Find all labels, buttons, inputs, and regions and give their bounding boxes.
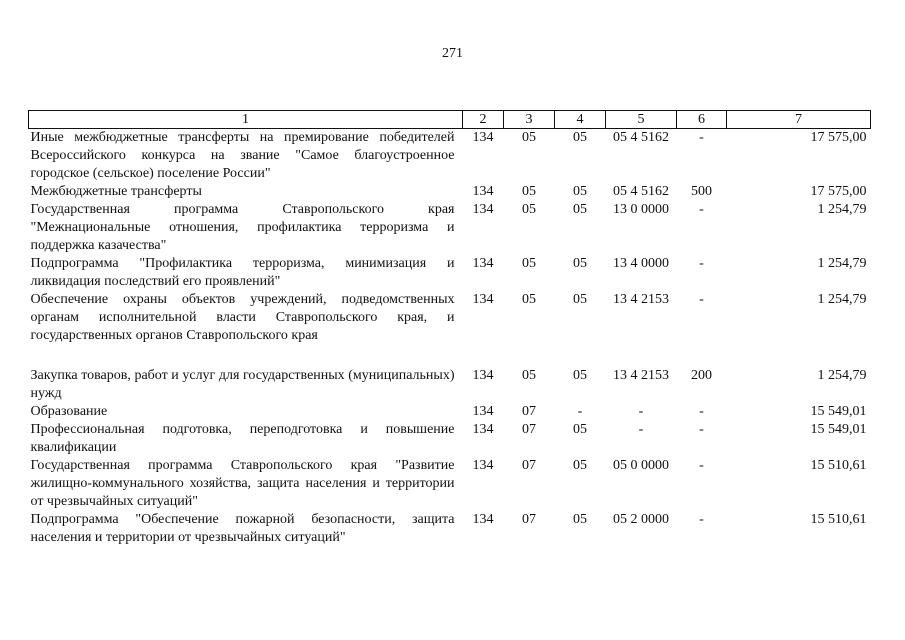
target-article-code: 13 4 2153 [613, 292, 669, 307]
column-number-header [29, 111, 871, 129]
subsection-code: 05 [573, 202, 587, 217]
section-code: 07 [522, 458, 536, 473]
ministry-code: 134 [472, 368, 494, 383]
expense-type-code: - [699, 422, 704, 437]
target-article-code: - [638, 404, 644, 419]
subsection-code: 05 [573, 292, 587, 307]
target-article-code: 05 4 5162 [613, 130, 669, 145]
column-header: 2 [463, 111, 504, 129]
amount: 1 254,79 [817, 202, 867, 217]
amount: 15 549,01 [810, 422, 867, 437]
expense-type-code: - [699, 130, 704, 145]
expense-name: Подпрограмма "Профилактика терроризма, минимизация и ликвидация последствий его проявлений" [30, 256, 455, 289]
expense-name: Иные межбюджетные трансферты на премирование победителей Всероссийского конкурса на звание "Самое благоустроенное городское (сельское) поселение России" [30, 130, 455, 181]
column-header: 3 [504, 111, 555, 129]
subsection-code: 05 [573, 256, 587, 271]
target-article-code: 13 4 2153 [613, 368, 669, 383]
section-code: 05 [522, 202, 536, 217]
section-code: 07 [522, 422, 536, 437]
ministry-code: 134 [472, 184, 494, 199]
budget-table-container [28, 110, 870, 547]
subsection-code: 05 [573, 130, 587, 145]
amount: 15 510,61 [810, 512, 867, 527]
column-header: 4 [555, 111, 606, 129]
section-code: 07 [522, 512, 536, 527]
section-code: 05 [522, 256, 536, 271]
ministry-code: 134 [472, 202, 494, 217]
expense-name: Подпрограмма "Обеспечение пожарной безопасности, защита населения и территории от чрезвычайных ситуаций" [30, 512, 455, 545]
expense-type-code: - [699, 458, 704, 473]
column-header: 5 [606, 111, 677, 129]
budget-table [28, 110, 871, 547]
ministry-code: 134 [472, 512, 494, 527]
expense-type-code: - [699, 202, 704, 217]
amount: 15 549,01 [810, 404, 867, 419]
expense-name: Профессиональная подготовка, переподготовка и повышение квалификации [30, 422, 455, 455]
subsection-code: 05 [573, 368, 587, 383]
section-code: 05 [522, 368, 536, 383]
amount: 1 254,79 [817, 368, 867, 383]
column-header: 6 [677, 111, 727, 129]
column-header: 7 [727, 111, 871, 129]
ministry-code: 134 [472, 256, 494, 271]
expense-name: Межбюджетные трансферты [30, 184, 202, 199]
ministry-code: 134 [472, 458, 494, 473]
subsection-code: 05 [573, 422, 587, 437]
section-code: 07 [522, 404, 536, 419]
table-row [29, 255, 871, 291]
ministry-code: 134 [472, 292, 494, 307]
table-row [29, 129, 871, 184]
target-article-code: 05 4 5162 [613, 184, 669, 199]
page-number: 271 [442, 46, 463, 61]
table-row [29, 367, 871, 403]
target-article-code: - [638, 422, 644, 437]
target-article-code: 05 2 0000 [613, 512, 669, 527]
expense-type-code: - [699, 292, 704, 307]
subsection-code: 05 [573, 184, 587, 199]
table-row [29, 291, 871, 367]
section-code: 05 [522, 130, 536, 145]
expense-name: Государственная программа Ставропольского края "Межнациональные отношения, профилактика терроризма и поддержка казачества" [30, 202, 455, 253]
expense-name: Государственная программа Ставропольского края "Развитие жилищно-коммунального хозяйства, защита населения и территории от чрезвычайных ситуаций" [30, 458, 455, 509]
ministry-code: 134 [472, 130, 494, 145]
table-row [29, 403, 871, 421]
target-article-code: 05 0 0000 [613, 458, 669, 473]
expense-name: Закупка товаров, работ и услуг для государственных (муниципальных) нужд [30, 368, 455, 401]
amount: 1 254,79 [817, 256, 867, 271]
target-article-code: 13 0 0000 [613, 202, 669, 217]
expense-type-code: - [699, 512, 704, 527]
expense-type-code: - [699, 256, 704, 271]
amount: 15 510,61 [810, 458, 867, 473]
expense-type-code: 200 [691, 368, 712, 383]
subsection-code: 05 [573, 512, 587, 527]
table-row [29, 511, 871, 547]
amount: 17 575,00 [810, 130, 867, 145]
expense-name: Образование [30, 404, 108, 419]
table-row [29, 201, 871, 255]
subsection-code: - [577, 404, 583, 419]
subsection-code: 05 [573, 458, 587, 473]
ministry-code: 134 [472, 422, 494, 437]
column-header: 1 [29, 111, 463, 129]
amount: 17 575,00 [810, 184, 867, 199]
table-row [29, 421, 871, 457]
table-row [29, 183, 871, 201]
section-code: 05 [522, 184, 536, 199]
target-article-code: 13 4 0000 [613, 256, 669, 271]
table-row [29, 457, 871, 511]
section-code: 05 [522, 292, 536, 307]
expense-type-code: 500 [691, 184, 712, 199]
expense-type-code: - [699, 404, 704, 419]
ministry-code: 134 [472, 404, 494, 419]
expense-name: Обеспечение охраны объектов учреждений, подведомственных органам исполнительной власти Ставропольского края, и государственных органов Ставропольского края [30, 292, 455, 343]
amount: 1 254,79 [817, 292, 867, 307]
